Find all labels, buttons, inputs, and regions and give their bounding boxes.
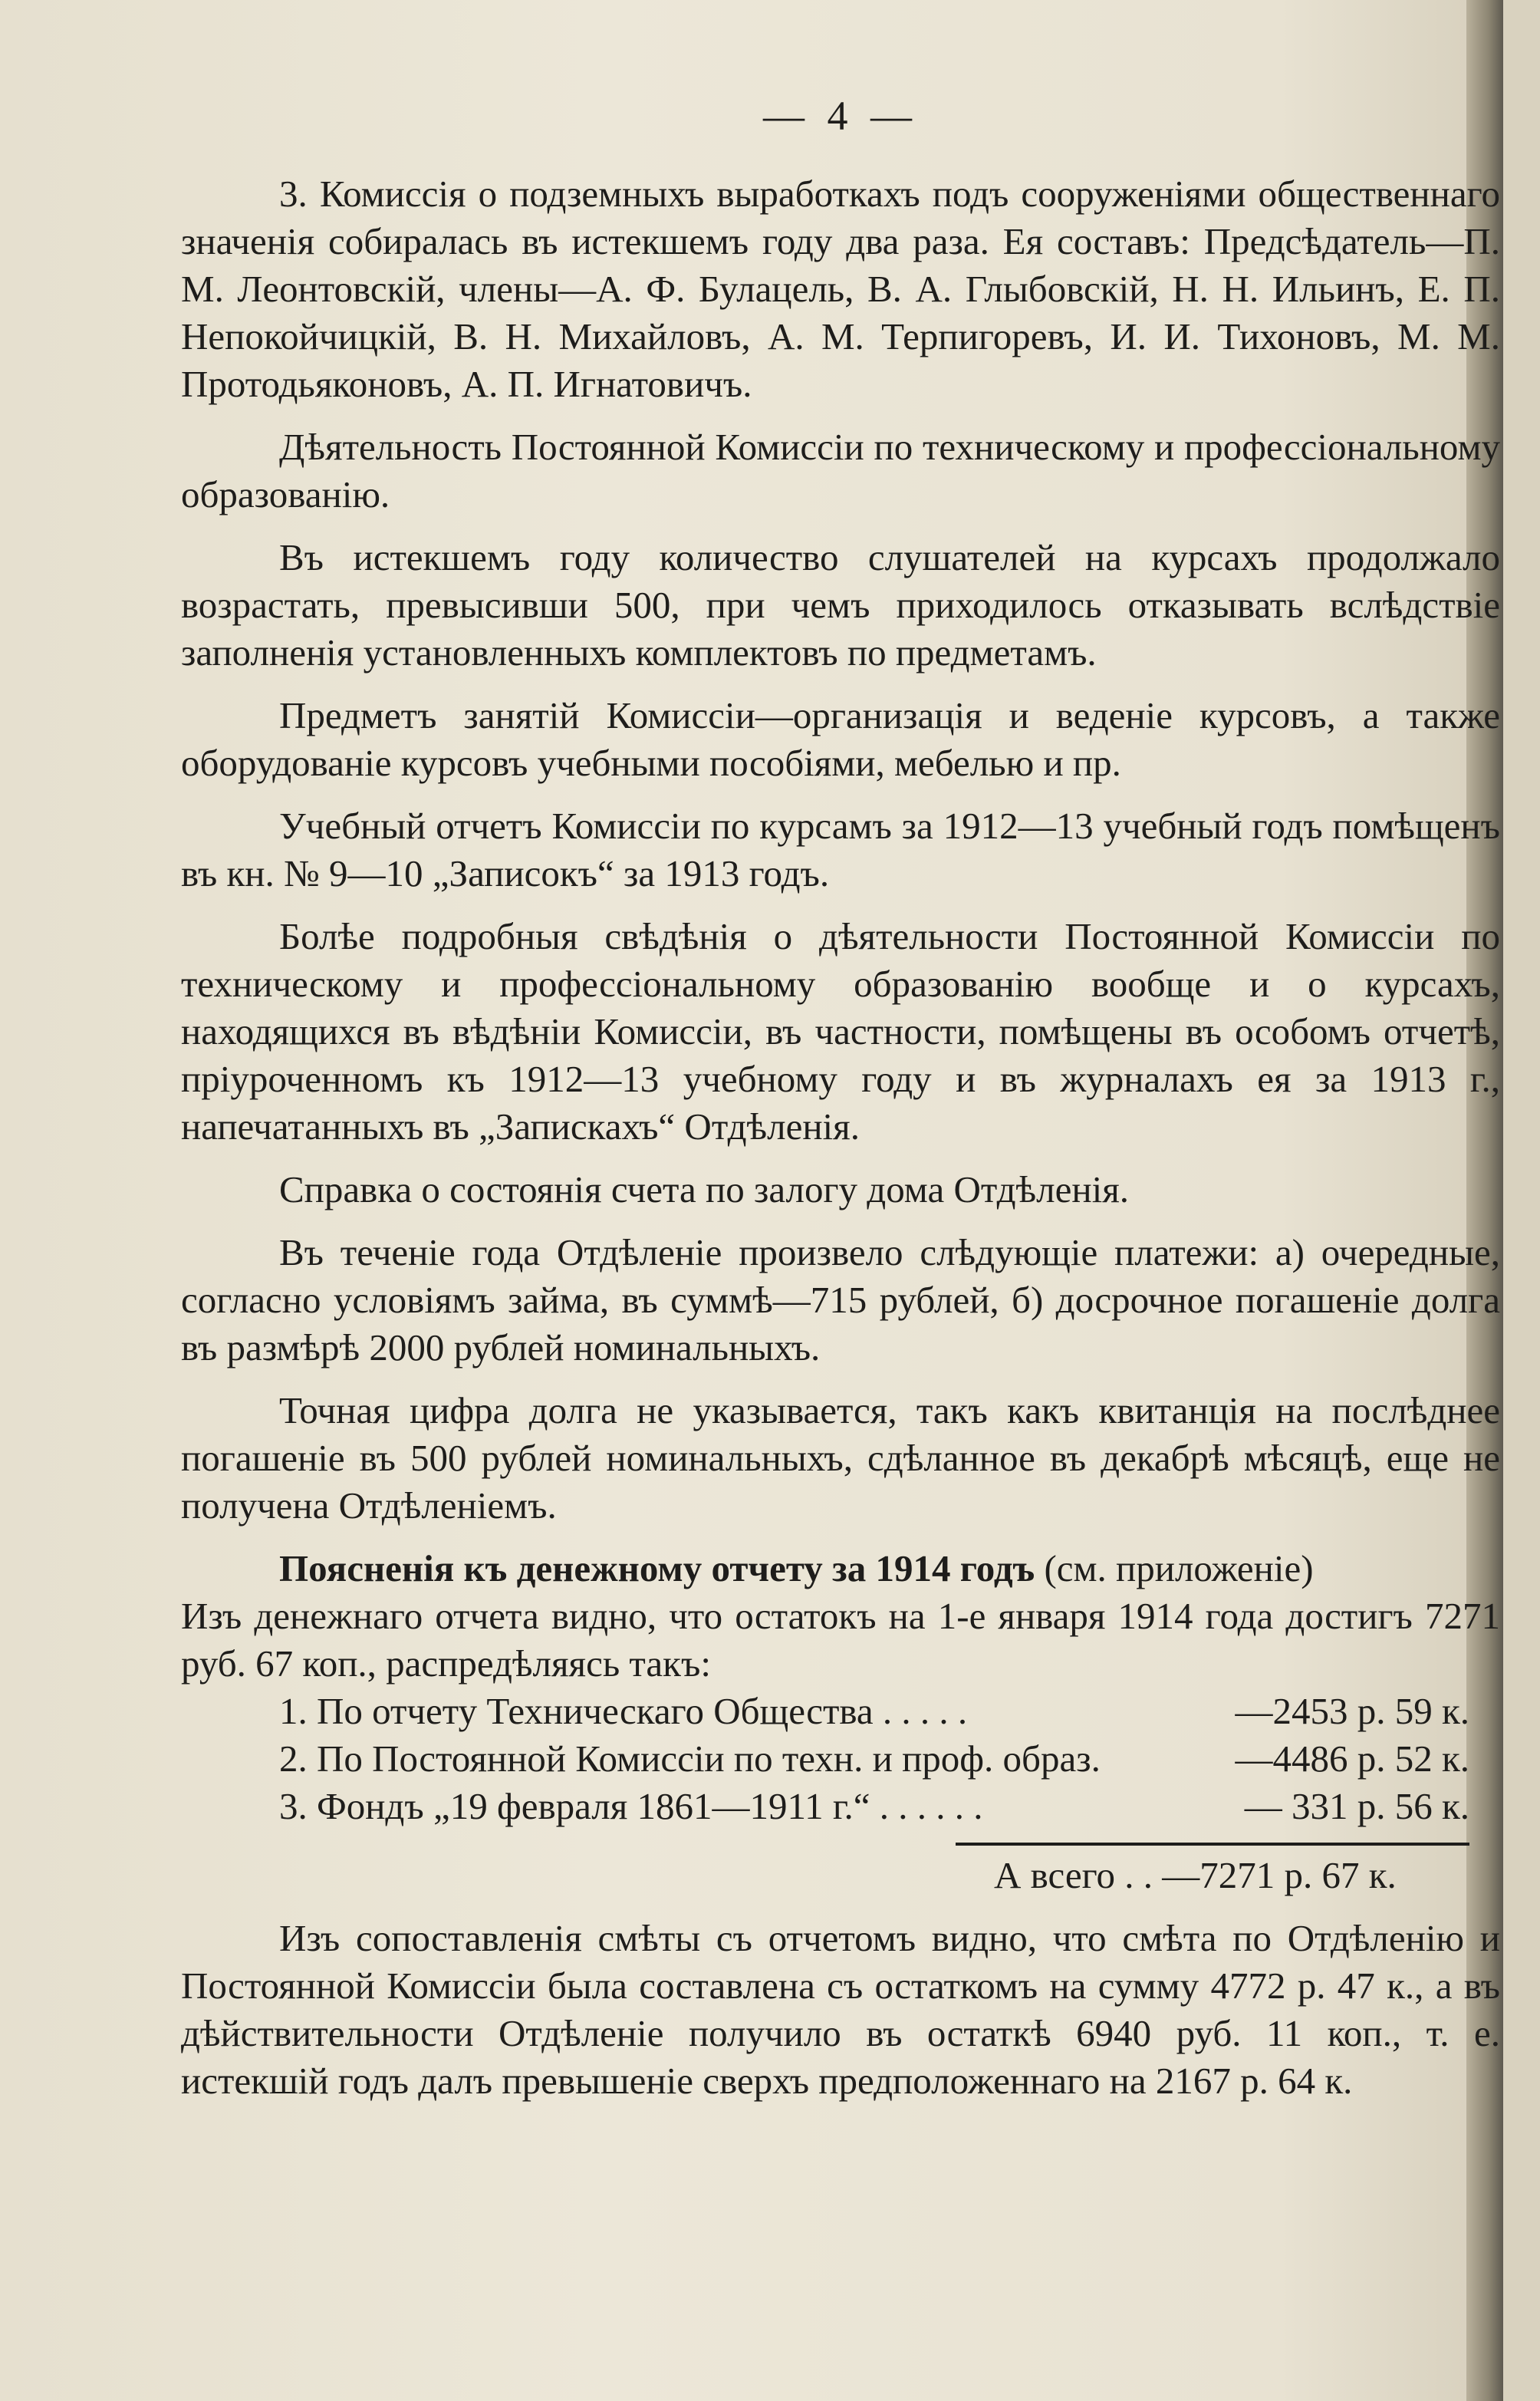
total-label: А всего . . —7271 р. 67 к. <box>994 1854 1397 1896</box>
page-number: — 4 — <box>763 93 918 139</box>
balance-amount: — 331 р. 56 к. <box>1244 1785 1469 1827</box>
explanations-heading-tail: (см. приложеніе) <box>1035 1547 1314 1589</box>
paragraph-debt: Точная цифра долга не указывается, такъ какъ квитанція на послѣднее погашеніе въ 500 рублей номинальныхъ, сдѣланное въ декабрѣ мѣсяцѣ, еще не получена Отдѣленіемъ. <box>181 1389 1500 1527</box>
balance-row <box>181 1783 1500 1830</box>
paragraph-closing: Изъ сопоставленія смѣты съ отчетомъ видно, что смѣта по Отдѣленію и Постоянной Комиссіи была составлена съ остаткомъ на сумму 4772 р. 47 к., а въ дѣйствительности Отдѣленіе получило въ остаткѣ 6940 руб. 11 коп., т. е. истекшій годъ далъ превышеніе сверхъ предположеннаго на 2167 р. 64 к. <box>181 1917 1500 2102</box>
paragraph-subject: Предметъ занятій Комиссіи—организація и веденіе курсовъ, а также оборудованіе курсовъ учебными пособіями, мебелью и пр. <box>181 694 1500 784</box>
balance-amount: —2453 р. 59 к. <box>1235 1690 1469 1732</box>
balance-row <box>181 1735 1500 1783</box>
paragraph-students: Въ истекшемъ году количество слушателей на курсахъ продолжало возрастать, превысивши 500, при чемъ приходилось отказывать вслѣдствіе заполненія установленныхъ комплектовъ по предметамъ. <box>181 536 1500 674</box>
balance-label: 2. По Постоянной Комиссіи по техн. и проф. образ. <box>279 1737 1101 1780</box>
explanations-intro: Изъ денежнаго отчета видно, что остатокъ на 1-е января 1914 года достигъ 7271 руб. 67 коп., распредѣляясь такъ: <box>181 1595 1500 1685</box>
page-text <box>181 92 1500 2105</box>
sum-rule <box>956 1843 1469 1846</box>
balance-amount: —4486 р. 52 к. <box>1235 1737 1469 1780</box>
balance-label: 1. По отчету Техническаго Общества . . . . . <box>279 1690 968 1732</box>
explanations-heading: Поясненія къ денежному отчету за 1914 годъ <box>279 1547 1035 1589</box>
paragraph-permanent-commission-heading: Дѣятельность Постоянной Комиссіи по техническому и профессіональному образованію. <box>181 426 1500 515</box>
paragraph-payments: Въ теченіе года Отдѣленіе произвело слѣдующіе платежи: а) очередные, согласно условіямъ займа, въ суммѣ—715 рублей, б) досрочное погашеніе долга въ размѣрѣ 2000 рублей номинальныхъ. <box>181 1231 1500 1368</box>
paragraph-details: Болѣе подробныя свѣдѣнія о дѣятельности Постоянной Комиссіи по техническому и профессіональному образованію вообще и о курсахъ, находящихся въ вѣдѣніи Комиссіи, въ частности, помѣщены въ особомъ отчетѣ, пріуроченномъ къ 1912—13 учебному году и въ журналахъ ея за 1913 г., напечатанныхъ въ „Запискахъ“ Отдѣленія. <box>181 915 1500 1148</box>
balance-row <box>181 1688 1500 1735</box>
explanations-heading-line <box>181 1545 1500 1592</box>
total-row <box>181 1852 1500 1899</box>
paragraph-commission-underground: 3. Комиссія о подземныхъ выработкахъ подъ сооруженіями общественнаго значенія собиралась въ истекшемъ году два раза. Ея составъ: Предсѣдатель—П. М. Леонтовскій, члены—А. Ф. Булацель, В. А. Глыбовскій, Н. Н. Ильинъ, Е. П. Непокойчицкій, В. Н. Михайловъ, А. М. Терпигоревъ, И. И. Тихоновъ, М. М. Протодьяконовъ, А. П. Игнатовичъ. <box>181 173 1500 405</box>
balance-label: 3. Фондъ „19 февраля 1861—1911 г.“ . . . . . . <box>279 1785 983 1827</box>
paragraph-report: Учебный отчетъ Комиссіи по курсамъ за 1912—13 учебный годъ помѣщенъ въ кн. № 9—10 „Записокъ“ за 1913 годъ. <box>181 805 1500 894</box>
paragraph-mortgage-heading: Справка о состоянія счета по залогу дома Отдѣленія. <box>279 1168 1129 1210</box>
